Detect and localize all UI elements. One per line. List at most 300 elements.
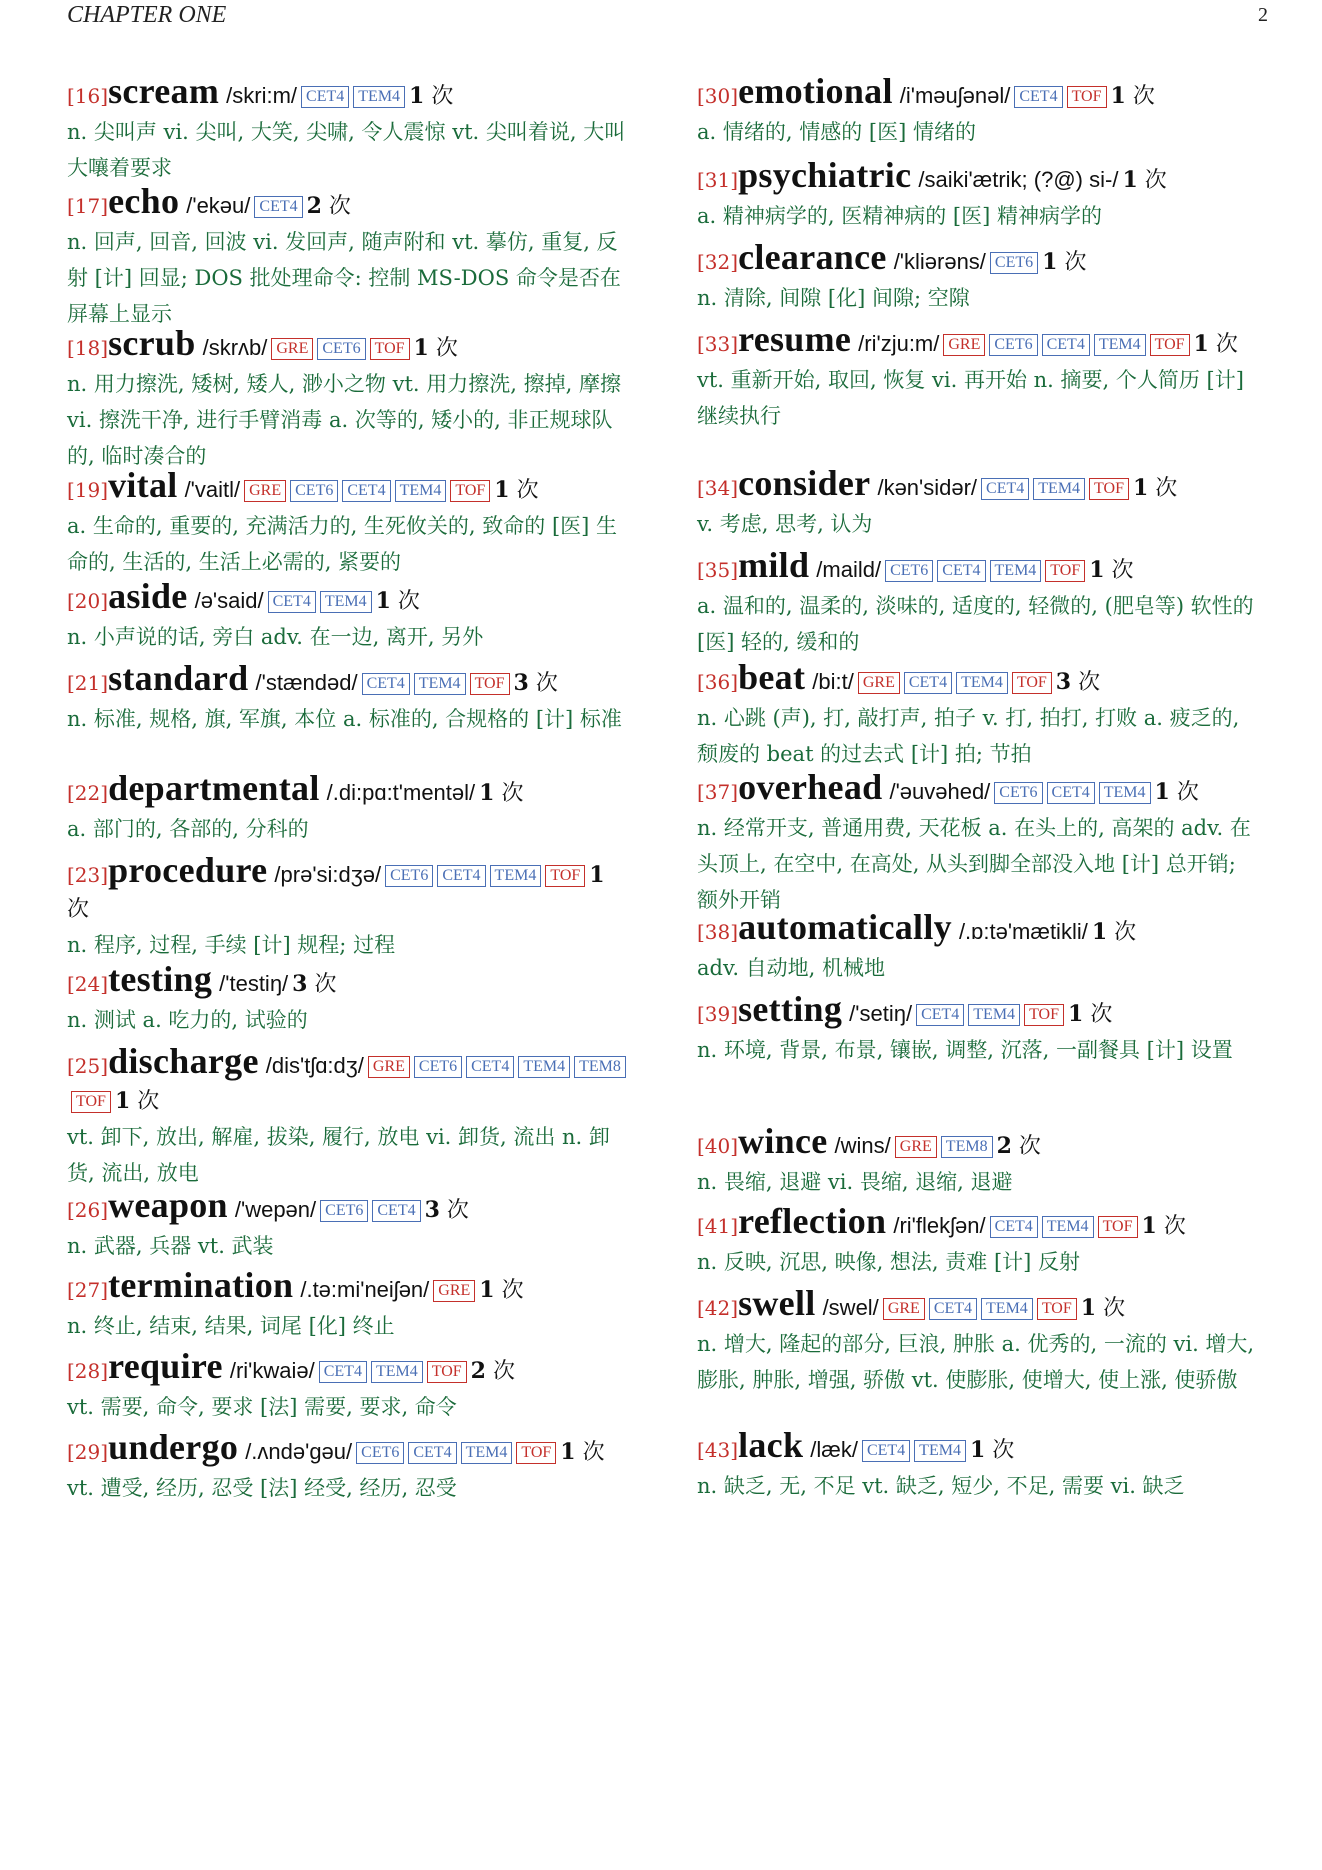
exam-tag: CET4 [342, 480, 390, 502]
word-entry [697, 463, 1262, 542]
word-entry [697, 155, 1262, 234]
exam-tag: TEM4 [395, 480, 447, 502]
entry-headline [67, 1185, 632, 1228]
exam-tag: TOF [427, 1361, 467, 1383]
entry-number: [39] [697, 1002, 739, 1026]
frequency-count [1068, 1002, 1112, 1027]
headword: setting [738, 989, 843, 1029]
entry-number: [32] [697, 250, 739, 274]
entry-number: [27] [67, 1278, 109, 1302]
definition: a. 生命的, 重要的, 充满活力的, 生死攸关的, 致命的 [医] 生命的, 生活的, 生活上必需的, 紧要的 [67, 514, 618, 574]
exam-tag: TEM4 [1033, 478, 1085, 500]
exam-tag: TEM4 [1099, 782, 1151, 804]
frequency-count [425, 1198, 469, 1223]
frequency-number: 3 [1055, 669, 1072, 695]
frequency-count [292, 972, 336, 997]
entry-number: [38] [697, 920, 739, 944]
word-entry [67, 323, 632, 474]
headword: clearance [738, 237, 887, 277]
entry-headline [67, 1041, 632, 1119]
headword: overhead [738, 767, 883, 807]
word-entry [697, 657, 1262, 772]
definition: vt. 重新开始, 取回, 恢复 vi. 再开始 n. 摘要, 个人简历 [计] 继续执行 [697, 368, 1244, 428]
frequency-count [970, 1438, 1014, 1463]
pronunciation: /'testiŋ/ [219, 971, 289, 996]
frequency-count [376, 589, 420, 614]
frequency-count [307, 194, 351, 219]
pronunciation: /ə'said/ [194, 588, 264, 613]
entry-headline [697, 657, 1262, 700]
frequency-number: 1 [1080, 1295, 1097, 1321]
frequency-unit: 次 [1111, 558, 1134, 583]
frequency-number: 1 [1091, 919, 1108, 945]
exam-tag: TOF [1024, 1004, 1064, 1026]
pronunciation: /.ɒ:tə'mætikli/ [958, 919, 1088, 944]
exam-tag: CET6 [990, 252, 1038, 274]
pronunciation: /'setiŋ/ [849, 1001, 913, 1026]
exam-tag: TEM4 [1094, 334, 1146, 356]
headword: consider [738, 463, 871, 503]
exam-tag: CET4 [1014, 86, 1062, 108]
frequency-count [1056, 670, 1100, 695]
entry-headline [697, 319, 1262, 362]
exam-tag: GRE [858, 672, 900, 694]
headword: emotional [738, 71, 893, 111]
frequency-unit: 次 [992, 1438, 1015, 1463]
entry-headline [697, 237, 1262, 280]
frequency-count [1122, 168, 1166, 193]
exam-tag: CET4 [937, 560, 985, 582]
headword: reflection [738, 1201, 887, 1241]
entry-number: [16] [67, 84, 109, 108]
word-entry [697, 1425, 1262, 1504]
frequency-number: 2 [470, 1358, 486, 1384]
entry-headline [697, 989, 1262, 1032]
exam-tag: TOF [1098, 1216, 1138, 1238]
exam-tag: TEM4 [461, 1442, 513, 1464]
headword: echo [108, 181, 180, 221]
frequency-number: 1 [589, 862, 605, 888]
exam-tag: CET4 [319, 1361, 367, 1383]
frequency-unit: 次 [1103, 1296, 1126, 1321]
entry-number: [26] [67, 1198, 109, 1222]
definition: n. 标准, 规格, 旗, 军旗, 本位 a. 标准的, 合规格的 [计] 标准 [67, 707, 622, 731]
word-entry [697, 237, 1262, 316]
frequency-count [1089, 558, 1133, 583]
definition: n. 尖叫声 vi. 尖叫, 大笑, 尖啸, 令人震惊 vt. 尖叫着说, 大叫大嚷着要求 [67, 120, 626, 180]
entry-number: [21] [67, 671, 109, 695]
exam-tag: GRE [271, 338, 313, 360]
frequency-number: 1 [1122, 167, 1138, 193]
pronunciation: /bi:t/ [812, 669, 854, 694]
exam-tag: TEM4 [981, 1298, 1033, 1320]
frequency-unit: 次 [314, 972, 337, 997]
entry-headline [697, 155, 1262, 198]
definition: n. 清除, 间隙 [化] 间隙; 空隙 [697, 286, 970, 310]
definition: n. 回声, 回音, 回波 vi. 发回声, 随声附和 vt. 摹仿, 重复, 反射 [计] 回显; DOS 批处理命令: 控制 MS-DOS 命令是否在屏幕上显示 [67, 230, 621, 326]
exam-tag: CET4 [437, 865, 485, 887]
entry-headline [697, 1283, 1262, 1326]
exam-tag: GRE [883, 1298, 925, 1320]
definition: a. 部门的, 各部的, 分科的 [67, 817, 309, 841]
pronunciation: /i'məuʃənəl/ [899, 83, 1011, 108]
pronunciation: /.di:pɑ:t'mentəl/ [326, 780, 476, 805]
entry-headline [697, 1425, 1262, 1468]
definition: a. 温和的, 温柔的, 淡味的, 适度的, 轻微的, (肥皂等) 软性的 [医] 轻的, 缓和的 [697, 594, 1254, 654]
frequency-count [414, 336, 458, 361]
frequency-count [1133, 476, 1177, 501]
word-entry [67, 850, 632, 963]
frequency-count [479, 1278, 523, 1303]
headword: automatically [738, 907, 952, 947]
entry-headline [67, 576, 632, 619]
frequency-number: 1 [969, 1437, 986, 1463]
frequency-unit: 次 [501, 1278, 524, 1303]
exam-tag: TOF [1067, 86, 1107, 108]
pronunciation: /'wepən/ [234, 1197, 317, 1222]
entry-number: [37] [697, 780, 739, 804]
definition: n. 小声说的话, 旁白 adv. 在一边, 离开, 另外 [67, 625, 484, 649]
headword: require [108, 1346, 223, 1386]
entry-headline [67, 323, 632, 366]
frequency-unit: 次 [492, 1359, 515, 1384]
word-entry [697, 1283, 1262, 1398]
pronunciation: /'ekəu/ [186, 193, 251, 218]
headword: swell [738, 1283, 816, 1323]
entry-headline [697, 1201, 1262, 1244]
frequency-count [479, 781, 523, 806]
word-entry [67, 1265, 632, 1344]
exam-tag: CET6 [385, 865, 433, 887]
entry-number: [33] [697, 332, 739, 356]
entry-headline [697, 71, 1262, 114]
frequency-unit: 次 [431, 84, 454, 109]
entry-headline [67, 658, 632, 701]
definition: n. 测试 a. 吃力的, 试验的 [67, 1008, 308, 1032]
entry-headline [67, 768, 632, 811]
headword: psychiatric [738, 155, 912, 195]
entry-number: [17] [67, 194, 109, 218]
frequency-number: 3 [292, 971, 308, 997]
headword: wince [738, 1121, 828, 1161]
entry-number: [36] [697, 670, 739, 694]
frequency-count [409, 84, 453, 109]
definition: n. 环境, 背景, 布景, 镶嵌, 调整, 沉落, 一副餐具 [计] 设置 [697, 1038, 1233, 1062]
exam-tag: TEM4 [1042, 1216, 1094, 1238]
exam-tag: CET6 [317, 338, 365, 360]
exam-tag: TOF [1150, 334, 1190, 356]
headword: vital [108, 465, 178, 505]
exam-tag: CET4 [408, 1442, 456, 1464]
word-entry [67, 181, 632, 332]
pronunciation: /ri'kwaiə/ [229, 1358, 315, 1383]
exam-tag: TOF [545, 865, 585, 887]
exam-tag: TEM4 [914, 1440, 966, 1462]
exam-tag: TOF [1045, 560, 1085, 582]
definition: n. 武器, 兵器 vt. 武装 [67, 1234, 274, 1258]
exam-tag: CET4 [301, 86, 349, 108]
pronunciation: /maild/ [816, 557, 882, 582]
exam-tag: CET6 [885, 560, 933, 582]
exam-tag: CET4 [1042, 334, 1090, 356]
frequency-unit: 次 [1155, 476, 1178, 501]
word-entry [67, 768, 632, 847]
definition: n. 程序, 过程, 手续 [计] 规程; 过程 [67, 933, 396, 957]
exam-tag: CET6 [356, 1442, 404, 1464]
entry-number: [41] [697, 1214, 739, 1238]
frequency-unit: 次 [1018, 1134, 1041, 1159]
word-entry [67, 1041, 632, 1191]
word-entry [697, 1201, 1262, 1280]
exam-tag: CET4 [929, 1298, 977, 1320]
entry-number: [35] [697, 558, 739, 582]
frequency-unit: 次 [1215, 332, 1238, 357]
entry-number: [40] [697, 1134, 739, 1158]
pronunciation: /wins/ [834, 1133, 891, 1158]
definition: n. 反映, 沉思, 映像, 想法, 责难 [计] 反射 [697, 1250, 1081, 1274]
frequency-count [997, 1134, 1041, 1159]
exam-tag: TEM4 [353, 86, 405, 108]
exam-tag: CET6 [414, 1056, 462, 1078]
definition: adv. 自动地, 机械地 [697, 956, 886, 980]
frequency-unit: 次 [435, 336, 458, 361]
entry-number: [22] [67, 781, 109, 805]
word-entry [67, 576, 632, 655]
pronunciation: /læk/ [810, 1437, 858, 1462]
frequency-unit: 次 [535, 671, 558, 696]
entry-headline [67, 1427, 632, 1470]
exam-tag: GRE [895, 1136, 937, 1158]
frequency-unit: 次 [446, 1198, 469, 1223]
pronunciation: /ri'zju:m/ [858, 331, 940, 356]
definition: n. 用力擦洗, 矮树, 矮人, 渺小之物 vt. 用力擦洗, 擦掉, 摩擦 vi. 擦洗干净, 进行手臂消毒 a. 次等的, 矮小的, 非正规球队的, 临时凑合的 [67, 372, 621, 468]
word-entry [67, 658, 632, 737]
headword: departmental [108, 768, 320, 808]
definition: n. 缺乏, 无, 不足 vt. 缺乏, 短少, 不足, 需要 vi. 缺乏 [697, 1474, 1185, 1498]
frequency-number: 1 [1154, 779, 1170, 805]
pronunciation: /'stændəd/ [255, 670, 358, 695]
definition: vt. 卸下, 放出, 解雇, 拔染, 履行, 放电 vi. 卸货, 流出 n. 卸货, 流出, 放电 [67, 1125, 610, 1185]
frequency-unit: 次 [1064, 250, 1087, 275]
frequency-unit: 次 [1114, 920, 1137, 945]
frequency-number: 1 [1141, 1213, 1157, 1239]
exam-tag: TOF [71, 1091, 111, 1113]
word-entry [67, 959, 632, 1038]
exam-tag: TEM4 [518, 1056, 570, 1078]
entry-number: [43] [697, 1438, 739, 1462]
frequency-unit: 次 [516, 478, 539, 503]
word-entry [697, 319, 1262, 434]
exam-tag: CET6 [320, 1200, 368, 1222]
exam-tag: TEM4 [490, 865, 542, 887]
frequency-count [1155, 780, 1199, 805]
pronunciation: /'əuvəhed/ [889, 779, 991, 804]
frequency-count [1111, 84, 1155, 109]
headword: scream [108, 71, 220, 111]
word-entry [697, 907, 1262, 986]
pronunciation: /'kliərəns/ [893, 249, 986, 274]
definition: a. 精神病学的, 医精神病的 [医] 精神病学的 [697, 204, 1102, 228]
frequency-count [115, 1089, 159, 1114]
exam-tag: CET4 [862, 1440, 910, 1462]
word-entry [67, 1185, 632, 1264]
headword: mild [738, 545, 810, 585]
frequency-unit: 次 [1176, 780, 1199, 805]
frequency-number: 1 [1068, 1001, 1084, 1027]
exam-tag: TEM8 [941, 1136, 993, 1158]
exam-tag: CET6 [989, 334, 1037, 356]
frequency-count [1092, 920, 1136, 945]
frequency-unit: 次 [1078, 670, 1101, 695]
frequency-count [1042, 250, 1086, 275]
frequency-count [514, 671, 558, 696]
frequency-number: 3 [424, 1197, 440, 1223]
frequency-unit: 次 [397, 589, 420, 614]
exam-tag: TOF [470, 673, 510, 695]
entry-number: [29] [67, 1440, 109, 1464]
frequency-count [1081, 1296, 1125, 1321]
entry-headline [67, 71, 632, 114]
exam-tag: TEM4 [990, 560, 1042, 582]
entry-number: [25] [67, 1054, 109, 1078]
headword: beat [738, 657, 806, 697]
frequency-count [1194, 332, 1238, 357]
pronunciation: /prə'si:dʒə/ [274, 862, 382, 887]
headword: resume [738, 319, 852, 359]
entry-number: [23] [67, 863, 109, 887]
exam-tag: TOF [1012, 672, 1052, 694]
entry-headline [697, 545, 1262, 588]
word-entry [697, 545, 1262, 660]
headword: testing [108, 959, 213, 999]
definition: vt. 遭受, 经历, 忍受 [法] 经受, 经历, 忍受 [67, 1476, 457, 1500]
definition: n. 畏缩, 退避 vi. 畏缩, 退缩, 退避 [697, 1170, 1013, 1194]
entry-number: [34] [697, 476, 739, 500]
pronunciation: /'vaitl/ [184, 477, 241, 502]
exam-tag: CET6 [290, 480, 338, 502]
exam-tag: TOF [450, 480, 490, 502]
frequency-number: 1 [114, 1088, 131, 1114]
frequency-unit: 次 [1163, 1214, 1186, 1239]
exam-tag: CET4 [981, 478, 1029, 500]
word-entry [697, 989, 1262, 1068]
chapter-title: CHAPTER ONE [67, 2, 227, 28]
definition: n. 心跳 (声), 打, 敲打声, 拍子 v. 打, 拍打, 打败 a. 疲乏的, 颓废的 beat 的过去式 [计] 拍; 节拍 [697, 706, 1240, 766]
entry-number: [24] [67, 972, 109, 996]
headword: weapon [108, 1185, 228, 1225]
frequency-number: 1 [1110, 83, 1126, 109]
entry-headline [67, 465, 632, 508]
entry-headline [67, 850, 632, 927]
frequency-unit: 次 [1090, 1002, 1113, 1027]
word-entry [67, 71, 632, 186]
pronunciation: /.tə:mi'neiʃən/ [300, 1277, 430, 1302]
exam-tag: CET4 [1047, 782, 1095, 804]
frequency-unit: 次 [1144, 168, 1167, 193]
exam-tag: TOF [1037, 1298, 1077, 1320]
exam-tag: CET4 [372, 1200, 420, 1222]
exam-tag: TEM4 [968, 1004, 1020, 1026]
pronunciation: /ri'flekʃən/ [893, 1213, 986, 1238]
exam-tag: CET4 [904, 672, 952, 694]
pronunciation: /kən'sidər/ [877, 475, 978, 500]
word-entry [697, 71, 1262, 150]
word-entry [697, 1121, 1262, 1200]
entry-headline [67, 1265, 632, 1308]
pronunciation: /skrʌb/ [202, 335, 268, 360]
entry-headline [697, 767, 1262, 810]
pronunciation: /skri:m/ [226, 83, 298, 108]
frequency-number: 1 [1089, 557, 1105, 583]
frequency-count [494, 478, 538, 503]
exam-tag: CET6 [994, 782, 1042, 804]
exam-tag: TEM8 [574, 1056, 626, 1078]
entry-headline [697, 907, 1262, 950]
frequency-number: 1 [1042, 249, 1058, 275]
frequency-count [471, 1359, 515, 1384]
entry-headline [67, 181, 632, 224]
word-entry [697, 767, 1262, 918]
entry-number: [31] [697, 168, 739, 192]
word-entry [67, 1346, 632, 1425]
exam-tag: CET4 [990, 1216, 1038, 1238]
headword: aside [108, 576, 188, 616]
frequency-count [560, 1440, 604, 1465]
exam-tag: TOF [516, 1442, 556, 1464]
definition: a. 情绪的, 情感的 [医] 情绪的 [697, 120, 976, 144]
definition: v. 考虑, 思考, 认为 [697, 512, 873, 536]
exam-tag: GRE [433, 1280, 475, 1302]
headword: undergo [108, 1427, 239, 1467]
exam-tag: GRE [244, 480, 286, 502]
exam-tag: TOF [1089, 478, 1129, 500]
pronunciation: /.ʌndə'gəu/ [245, 1439, 353, 1464]
entry-headline [697, 463, 1262, 506]
entry-headline [67, 1346, 632, 1389]
frequency-unit: 次 [67, 897, 90, 922]
word-entry [67, 1427, 632, 1506]
entry-number: [18] [67, 336, 109, 360]
headword: termination [108, 1265, 294, 1305]
headword: standard [108, 658, 249, 698]
entry-headline [67, 959, 632, 1002]
frequency-number: 1 [409, 83, 425, 109]
frequency-unit: 次 [582, 1440, 605, 1465]
exam-tag: TEM4 [371, 1361, 423, 1383]
frequency-number: 1 [413, 335, 429, 361]
frequency-unit: 次 [137, 1089, 160, 1114]
word-entry [67, 465, 632, 580]
frequency-number: 1 [560, 1439, 576, 1465]
frequency-unit: 次 [328, 194, 351, 219]
exam-tag: GRE [368, 1056, 410, 1078]
frequency-number: 1 [1193, 331, 1209, 357]
exam-tag: GRE [943, 334, 985, 356]
definition: vt. 需要, 命令, 要求 [法] 需要, 要求, 命令 [67, 1395, 457, 1419]
definition: n. 经常开支, 普通用费, 天花板 a. 在头上的, 高架的 adv. 在头顶上, 在空中, 在高处, 从头到脚全部没入地 [计] 总开销; 额外开销 [697, 816, 1251, 912]
headword: lack [738, 1425, 804, 1465]
exam-tag: TEM4 [320, 591, 372, 613]
exam-tag: CET4 [268, 591, 316, 613]
definition: n. 增大, 隆起的部分, 巨浪, 肿胀 a. 优秀的, 一流的 vi. 增大, 膨胀, 肿胀, 增强, 骄傲 vt. 使膨胀, 使增大, 使上涨, 使骄傲 [697, 1332, 1255, 1392]
entry-number: [30] [697, 84, 739, 108]
entry-number: [19] [67, 478, 109, 502]
entry-number: [42] [697, 1296, 739, 1320]
frequency-unit: 次 [501, 781, 524, 806]
frequency-number: 1 [494, 477, 510, 503]
headword: discharge [108, 1041, 259, 1081]
frequency-number: 2 [306, 193, 322, 219]
